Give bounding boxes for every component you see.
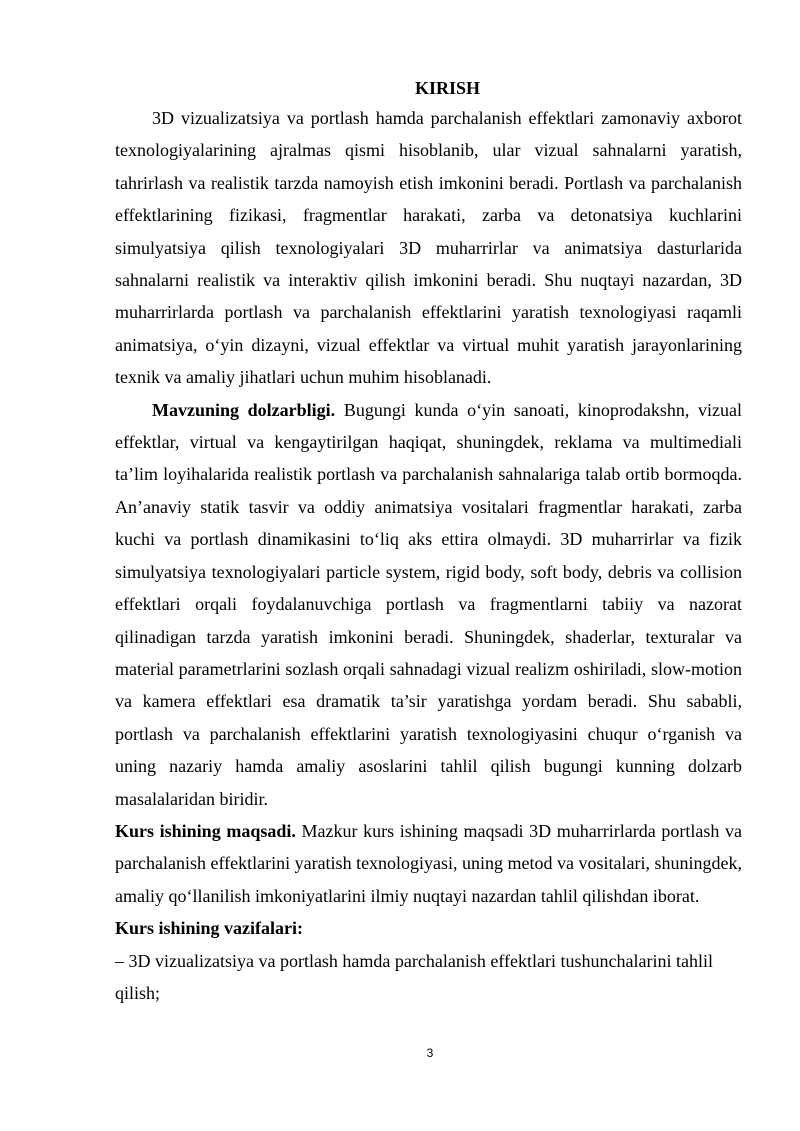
section-heading: KIRISH — [414, 78, 481, 98]
relevance-label: Mavzuning dolzarbligi. — [152, 399, 336, 420]
page-number: 3 — [426, 1046, 434, 1060]
page-content — [115, 76, 742, 1009]
tasks-heading: Kurs ishining vazifalari: — [115, 918, 304, 939]
task-item: – 3D vizualizatsiya va portlash hamda parchalanish effektlari tushunchalarini tahlil qilish; — [115, 950, 713, 1003]
goal-paragraph — [115, 815, 742, 912]
relevance-text: Bugungi kunda o‘yin sanoati, kinoprodakshn, vizual effektlar, virtual va kengaytirilgan haqiqat, shuningdek, reklama va multimediali ta’lim loyihalarida realistik portlash va parchalanish sahnalariga talab ortib bormoqda. An’anaviy statik tasvir va oddiy animatsiya vositalari fragmentlar harakati, zarba kuchi va portlash dinamikasini to‘liq aks ettira olmaydi. 3D muharrirlar va fizik simulyatsiya texnologiyalari particle system, rigid body, soft body, debris va collision effektlari orqali foydalanuvchiga portlash va fragmentlarni tabiiy va nazorat qilinadigan tarzda yaratish imkonini beradi. Shuningdek, shaderlar, texturalar va material parametrlarini sozlash orqali sahnadagi vizual realizm oshiriladi, slow-motion va kamera effektlari esa dramatik ta’sir yaratishga yordam beradi. Shu sababli, portlash va parchalanish effektlarini yaratish texnologiyasini chuqur o‘rganish va uning nazariy hamda amaliy asoslarini tahlil qilish bugungi kunning dolzarb masalalaridan biridir. — [115, 399, 743, 809]
relevance-paragraph — [115, 394, 742, 815]
intro-paragraph: 3D vizualizatsiya va portlash hamda parchalanish effektlari zamonaviy axborot texnologiyalarining ajralmas qismi hisoblanib, ular vizual sahnalarni yaratish, tahrirlash va realistik tarzda namoyish etish imkonini beradi. Portlash va parchalanish effektlarining fizikasi, fragmentlar harakati, zarba va detonatsiya kuchlarini simulyatsiya qilish texnologiyalari 3D muharrirlar va animatsiya dasturlarida sahnalarni realistik va interaktiv qilish imkonini beradi. Shu nuqtayi nazardan, 3D muharrirlarda portlash va parchalanish effektlarini yaratish texnologiyasi raqamli animatsiya, o‘yin dizayni, vizual effektlar va virtual muhit yaratish jarayonlarining texnik va amaliy jihatlari uchun muhim hisoblanadi. — [115, 108, 742, 388]
goal-text: Mazkur kurs ishining maqsadi 3D muharrirlarda portlash va parchalanish effektlarini yaratish texnologiyasi, uning metod va vositalari, shuningdek, amaliy qo‘llanilish imkoniyatlarini ilmiy nuqtayi nazardan tahlil qilishdan iborat. — [115, 820, 743, 906]
goal-label: Kurs ishining maqsadi. — [115, 820, 296, 841]
